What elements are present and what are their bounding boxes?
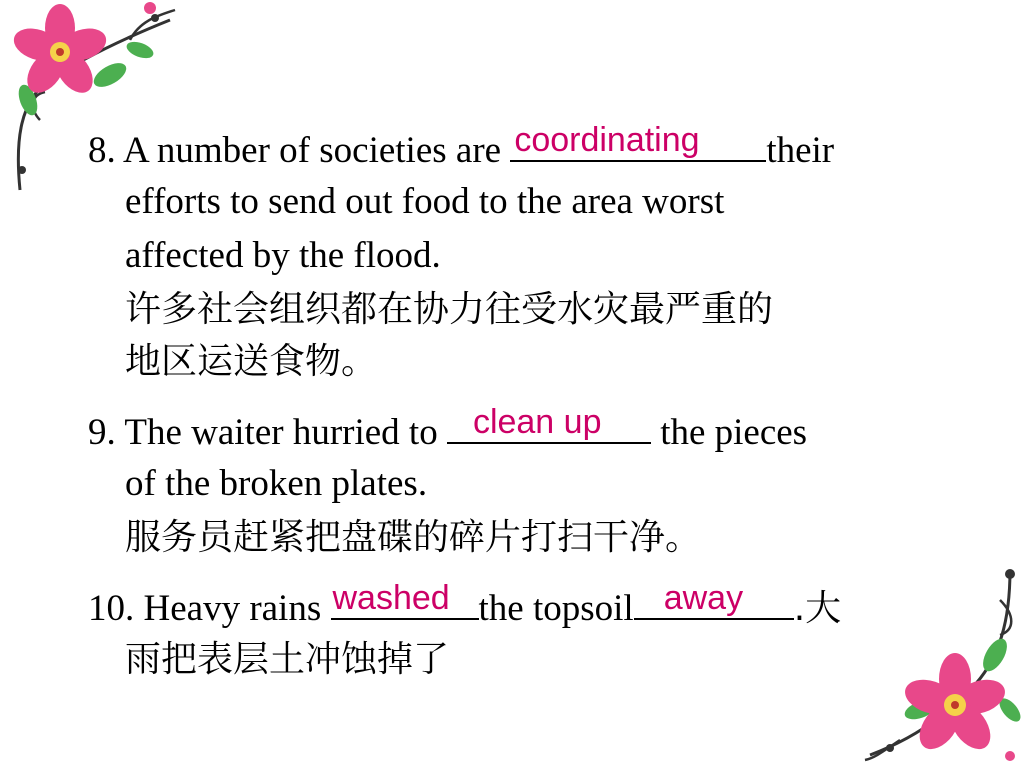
item-text: A number of societies are [122,130,502,171]
item-number: 9. [88,412,116,453]
item-9-line-2: of the broken plates. [125,463,428,504]
item-text: Heavy rains [143,588,322,629]
answer-text: washed [332,579,450,617]
answer-blank [634,579,794,620]
flower-corner-bottom-right-icon [860,560,1024,768]
item-10-line-1 [88,579,842,631]
answer-text: away [663,579,744,617]
answer-blank [447,403,651,444]
item-8-translation-1: 许多社会组织都在协力往受水灾最严重的 [125,289,774,330]
item-text: their [766,130,835,171]
item-text: the topsoil [478,588,634,629]
item-8-translation-2: 地区运送食物。 [125,341,378,382]
item-text: .大 [793,588,842,629]
answer-text: clean up [472,403,602,441]
answer-blank [331,579,479,620]
item-8-line-1 [88,121,835,173]
item-number: 8. [88,130,116,171]
item-9-line-1 [88,403,808,455]
item-8-line-2: efforts to send out food to the area worst [125,181,725,222]
item-number: 10. [88,588,135,629]
answer-text: coordinating [514,121,700,159]
answer-blank [510,121,766,162]
item-10-translation: 雨把表层土冲蚀掉了 [125,639,450,680]
item-text: the pieces [660,412,808,453]
item-9-translation: 服务员赶紧把盘碟的碎片打扫干净。 [125,517,702,558]
item-8-line-3: affected by the flood. [125,235,441,276]
item-text: The waiter hurried to [124,412,438,453]
